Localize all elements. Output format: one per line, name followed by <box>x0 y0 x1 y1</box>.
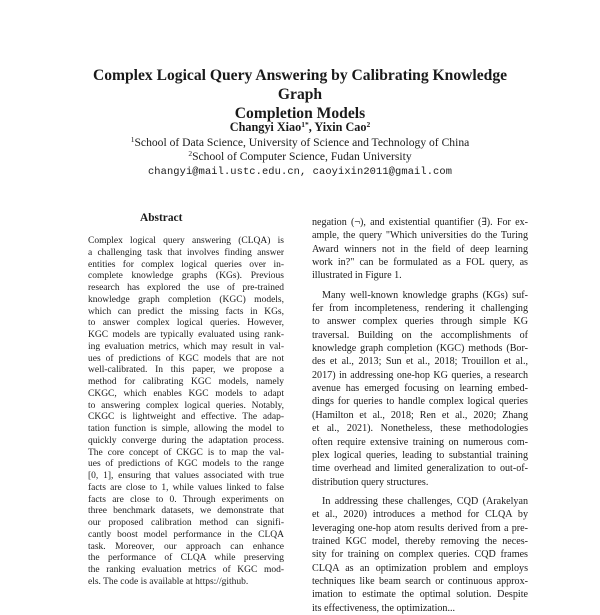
abstract-line: [0, 1], ensuring that values associated with true <box>88 471 284 481</box>
abstract-line: complete knowledge graphs (KGs). Previous <box>88 271 284 282</box>
title-line: Complex Logical Query Answering by Calibrating Knowledge Graph <box>92 67 508 103</box>
abstract-line: our proposed calibration method can signifi- <box>88 518 284 528</box>
body-line: CLQA as an optimization problem and employs <box>312 562 528 574</box>
body-line: work in?" can be formulated as a FOL query, as <box>312 257 528 269</box>
abstract-line: Complex logical query answering (CLQA) is <box>88 236 284 246</box>
abstract-line: to answering complex logical queries. Notably, <box>88 400 284 411</box>
abstract-line: tation function is simple, allowing the model to <box>88 424 284 434</box>
body-line: Award winners not in the field of deep learning <box>312 243 528 255</box>
abstract-line: facts are close to 1, while values linked to false <box>88 482 284 493</box>
body-line: imation to estimate the optimal solution. Despite <box>312 589 528 601</box>
abstract-line: knowledge graph completion (KGC) models, <box>88 294 284 305</box>
body-line: leveraging one-hop atom results derived from a pre- <box>312 522 528 534</box>
abstract-line: ues of predictions of KGC models that are not <box>88 353 284 364</box>
affiliation-mark: 2 <box>188 149 193 158</box>
affiliation <box>40 136 560 150</box>
abstract-line: cantly boost model performance in the CLQA <box>88 529 284 540</box>
paper-title <box>70 66 530 123</box>
abstract-line: ues of predictions of KGC models to the range <box>88 459 284 470</box>
body-line: 2017) in addressing one-hop KG queries, a research <box>312 369 528 381</box>
body-line: fer from incompleteness, rendering it challenging <box>312 303 528 315</box>
abstract-line: facts are close to 0. Through experiments on <box>88 494 284 505</box>
affiliation-text: School of Data Science, University of Science and Technology of China <box>134 136 470 149</box>
body-line: sity for training on complex queries. CQD frames <box>312 549 528 561</box>
author-marks: 2 <box>366 120 371 129</box>
body-line: traversal. Building on the accomplishments of <box>312 329 528 341</box>
author-emails: changyi@mail.ustc.edu.cn, caoyixin2011@gmail.com <box>147 166 453 178</box>
abstract-line: CKGC is lightweight and effective. The adap- <box>88 412 284 423</box>
author-marks: 1* <box>301 120 309 129</box>
abstract-line: ing evaluation metrics, which may result in val- <box>88 341 284 352</box>
abstract-line: KGC models are typically evaluated using rank- <box>88 330 284 340</box>
abstract-line: three benchmark datasets, we demonstrate that <box>88 506 284 517</box>
body-line: (Hamilton et al., 2018; Ren et al., 2020; Zhang <box>312 409 528 421</box>
body-line: et al., 2021). Nonetheless, these methodologies <box>312 423 528 435</box>
body-line: its effectiveness, the optimization... <box>312 602 456 614</box>
body-line: illustrated in Figure 1. <box>312 270 402 282</box>
abstract-line: research has explored the use of pre-trained <box>88 283 284 293</box>
body-line: avenue has emerged focusing on learning embed- <box>312 383 528 395</box>
affiliation-mark: 1 <box>130 135 135 144</box>
body-line: to answer complex queries through simple KG <box>312 316 528 328</box>
body-line: dings for queries to handle complex logical queries <box>312 396 528 408</box>
affiliation-text: School of Computer Science, Fudan University <box>192 150 412 163</box>
abstract-line: method for calibrating KGC models, namely <box>88 377 284 387</box>
abstract-line: entities for complex logical queries over in- <box>88 259 284 270</box>
abstract-line: task. Moreover, our approach can enhance <box>88 541 284 552</box>
body-line: trained KGC model, thereby removing the neces- <box>312 535 528 547</box>
author-list: Changyi Xiao$^{1*}$, Yixin Cao$^2$ <box>229 120 371 134</box>
abstract-line: the ranking evaluation metrics of KGC mod- <box>88 565 284 575</box>
abstract-line: els. The code is available at https://github. <box>88 576 249 587</box>
abstract-line: to answer complex logical queries. However, <box>88 318 284 329</box>
body-line: distribution query structures. <box>312 476 429 488</box>
body-line: plex logical queries, leading to substantial training <box>312 449 528 461</box>
affiliation <box>40 150 560 164</box>
body-line: In addressing these challenges, CQD (Arakelyan <box>322 495 528 507</box>
abstract-line: the performance of CLQA while preserving <box>88 553 284 564</box>
body-line: often require extensive training on numerous com- <box>312 436 528 448</box>
abstract-line: which can predict the missing facts in KGs, <box>88 306 284 317</box>
abstract-line: CKGC, which enables KGC models to adapt <box>88 388 284 399</box>
author-name: Changyi Xiao <box>229 120 302 134</box>
abstract-line: quickly converge during the adaptation process. <box>88 435 284 446</box>
introduction-body <box>312 216 528 615</box>
abstract-line: well-calibrated. In this paper, we propose a <box>88 365 284 376</box>
body-line: Many well-known knowledge graphs (KGs) suf- <box>322 289 528 301</box>
body-line: et al., 2020) introduces a method for CLQA by <box>312 509 528 521</box>
abstract-body <box>88 236 284 589</box>
abstract-line: The core concept of CKGC is to map the val- <box>88 447 284 458</box>
abstract-heading: Abstract <box>140 212 183 224</box>
title-line: Completion Models <box>234 105 366 122</box>
author-name: Yixin Cao <box>314 120 367 134</box>
body-line: des et al., 2013; Sun et al., 2018; Trouillon et al., <box>312 356 528 368</box>
body-line: techniques like beam search or continuous approx- <box>312 575 528 587</box>
abstract-line: a challenging task that involves finding answer <box>88 247 284 258</box>
body-line: negation (¬), and existential quantifier (∃). For ex- <box>312 217 528 228</box>
body-line: ample, the query "Which universities do the Turing <box>312 230 528 242</box>
body-line: knowledge graph completion (KGC) methods (Bor- <box>312 343 528 355</box>
body-line: time overhead and limited generalization to out-of- <box>312 463 528 475</box>
